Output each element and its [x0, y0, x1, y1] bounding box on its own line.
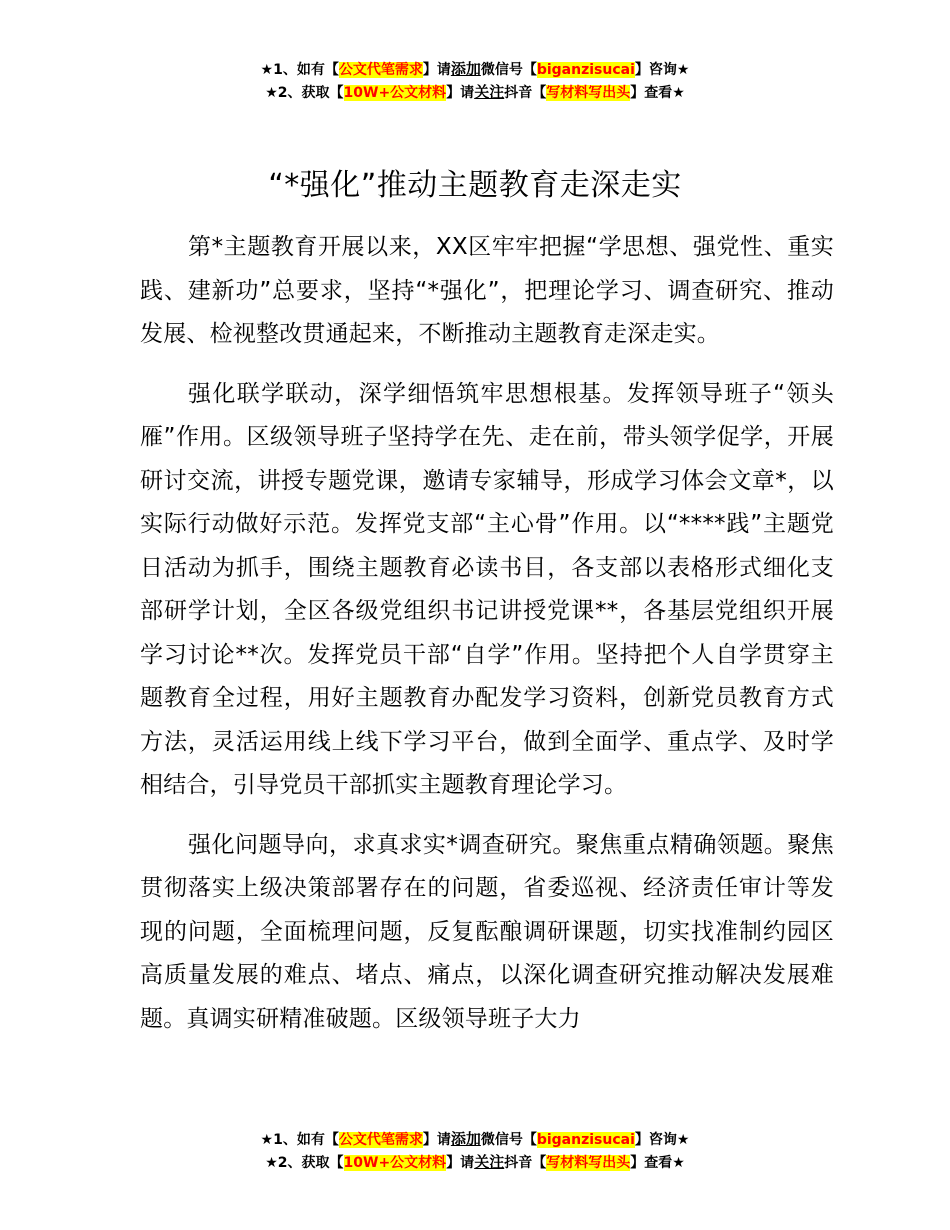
footer-ad-line-1 [0, 1128, 950, 1151]
ad-highlight: 10W+公文材料 [343, 85, 447, 101]
ad-text: ★1、如有【 [260, 1132, 339, 1148]
ad-text: 】请 [446, 85, 475, 101]
ad-emphasis: 添加 [450, 60, 481, 78]
ad-highlight: biganzisucai [536, 1132, 635, 1148]
ad-text: ★1、如有【 [260, 62, 339, 78]
header-ad-line-2 [0, 81, 950, 104]
ad-text: 】查看★ [630, 1155, 685, 1171]
ad-text: ★2、获取【 [265, 1155, 344, 1171]
ad-text: 】查看★ [630, 85, 685, 101]
ad-text: 】请 [422, 1132, 451, 1148]
header-ad-line-1 [0, 58, 950, 81]
ad-highlight: 10W+公文材料 [343, 1155, 447, 1171]
ad-text: 抖音【 [504, 1155, 547, 1171]
document-body [140, 226, 834, 1057]
paragraph: 强化问题导向，求真求实*调查研究。聚焦重点精确领题。聚焦贯彻落实上级决策部署存在的问题，省委巡视、经济责任审计等发现的问题，全面梳理问题，反复酝酿调研课题，切实找准制约园区高质量发展的难点、堵点、痛点，以深化调查研究推动解决发展难题。真调实研精准破题。区级领导班子大力 [140, 831, 834, 1032]
ad-text: 】请 [446, 1155, 475, 1171]
ad-highlight: 写材料写出头 [546, 1155, 631, 1171]
ad-text: 抖音【 [504, 85, 547, 101]
ad-highlight: 公文代笔需求 [338, 62, 423, 78]
document-title: “*强化”推动主题教育走深走实 [268, 168, 682, 203]
ad-text: 】咨询★ [634, 62, 690, 78]
ad-emphasis: 关注 [474, 83, 505, 101]
footer-ad-line-2 [0, 1151, 950, 1174]
ad-text: ★2、获取【 [265, 85, 344, 101]
ad-text: 】请 [422, 62, 451, 78]
paragraph: 强化联学联动，深学细悟筑牢思想根基。发挥领导班子“领头雁”作用。区级领导班子坚持学在先、走在前，带头领学促学，开展研讨交流，讲授专题党课，邀请专家辅导，形成学习体会文章*，以实际行动做好示范。发挥党支部“主心骨”作用。以“****践”主题党日活动为抓手，围绕主题教育必读书目，各支部以表格形式细化支部研学计划，全区各级党组织书记讲授党课**，各基层党组织开展学习讨论**次。发挥党员干部“自学”作用。坚持把个人自学贯穿主题教育全过程，用好主题教育办配发学习资料，创新党员教育方式方法，灵活运用线上线下学习平台，做到全面学、重点学、及时学相结合，引导党员干部抓实主题教育理论学习。 [140, 380, 834, 798]
ad-highlight: 公文代笔需求 [338, 1132, 423, 1148]
footer-ad [0, 1128, 950, 1174]
ad-text: 微信号【 [480, 1132, 537, 1148]
header-ad [0, 58, 950, 104]
paragraph: 第*主题教育开展以来，XX区牢牢把握“学思想、强党性、重实践、建新功”总要求，坚持“*强化”，把理论学习、调查研究、推动发展、检视整改贯通起来，不断推动主题教育走深走实。 [140, 234, 834, 347]
ad-text: 微信号【 [480, 62, 537, 78]
ad-emphasis: 添加 [450, 1130, 481, 1148]
ad-text: 】咨询★ [634, 1132, 690, 1148]
ad-highlight: biganzisucai [536, 62, 635, 78]
ad-emphasis: 关注 [474, 1153, 505, 1171]
ad-highlight: 写材料写出头 [546, 85, 631, 101]
